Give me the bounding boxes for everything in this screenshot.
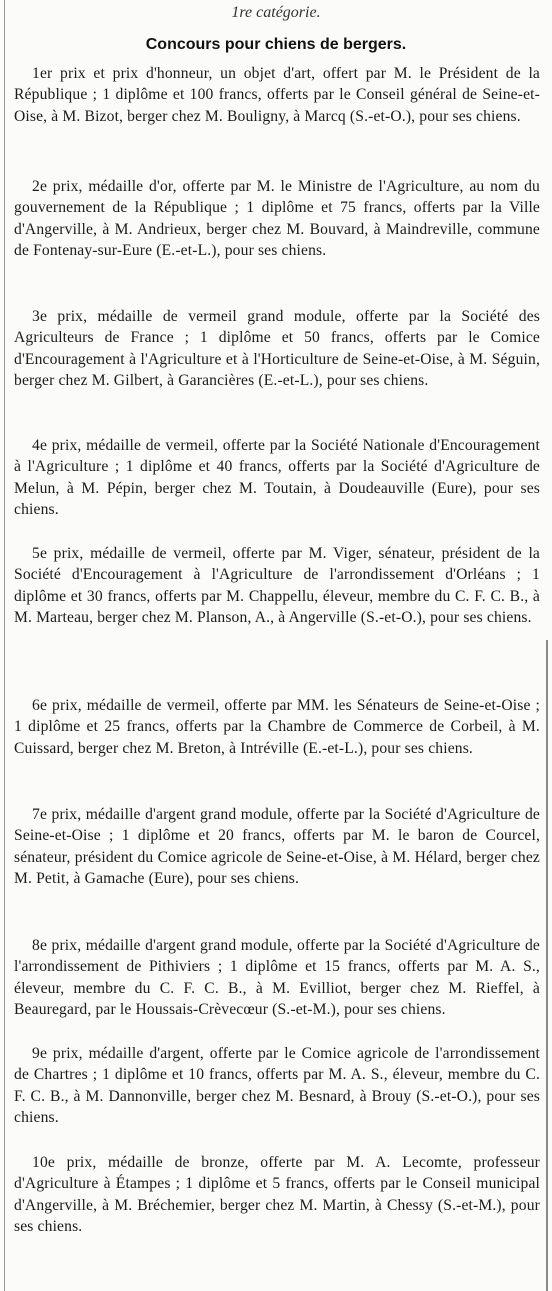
prize-paragraph-9: 9e prix, médaille d'argent, offerte par le Comice agricole de l'arrondissement de Chartres ; 1 diplôme et 10 francs, offerts par M. A. S., éleveur, membre du C. F. C. B., à M. Dannonville, berger chez M. Besnard, à Brouy (S.-et-O.), pour ses chiens. [14, 1045, 540, 1127]
prize-paragraph-7: 7e prix, médaille d'argent grand module, offerte par la Société d'Agriculture de Seine-et-Oise ; 1 diplôme et 20 francs, offerts par M. le baron de Courcel, sénateur, président du Comice agricole de Seine-et-Oise, à M. Hélard, berger chez M. Petit, à Gamache (Eure), pour ses chiens. [14, 806, 540, 888]
prize-paragraph-6: 6e prix, médaille de vermeil, offerte par MM. les Sénateurs de Seine-et-Oise ; 1 diplôme et 25 francs, offerts par la Chambre de Commerce de Corbeil, à M. Cuissard, berger chez M. Breton, à Intréville (E.-et-L.), pour ses chiens. [14, 697, 540, 757]
prize-paragraph-5: 5e prix, médaille de vermeil, offerte par M. Viger, sénateur, président de la Société d'Encouragement à l'Agriculture de l'arrondissement d'Orléans ; 1 diplôme et 30 francs, offerts par M. Chappellu, éleveur, membre du C. F. C. B., à M. Marteau, berger chez M. Planson, A., à Angerville (S.-et-O.), pour ses chiens. [14, 545, 540, 627]
right-column-rule [546, 640, 548, 1291]
prize-paragraph-10: 10e prix, médaille de bronze, offerte par M. A. Lecomte, professeur d'Agriculture à Étampes ; 1 diplôme et 5 francs, offerts par le Conseil municipal d'Angerville, à M. Bréchemier, berger chez M. Martin, à Chessy (S.-et-M.), pour ses chiens. [14, 1154, 540, 1236]
prize-paragraph-2: 2e prix, médaille d'or, offerte par M. le Ministre de l'Agriculture, au nom du gouvernement de la République ; 1 diplôme et 75 francs, offerts par la Ville d'Angerville, à M. Andrieux, berger chez M. Bouvard, à Maindreville, commune de Fontenay-sur-Eure (E.-et-L.), pour ses chiens. [14, 178, 540, 260]
left-column-rule [4, 0, 5, 1291]
prize-paragraph-3: 3e prix, médaille de vermeil grand module, offerte par la Société des Agriculteurs de France ; 1 diplôme et 50 francs, offerts par le Comice d'Encouragement à l'Agriculture et à l'Horticulture de Seine-et-Oise, à M. Séguin, berger chez M. Gilbert, à Garancières (E.-et-L.), pour ses chiens. [14, 308, 540, 390]
prize-paragraph-1: 1er prix et prix d'honneur, un objet d'art, offert par M. le Président de la République ; 1 diplôme et 100 francs, offerts par le Conseil général de Seine-et-Oise, à M. Bizot, berger chez M. Bouligny, à Marcq (S.-et-O.), pour ses chiens. [14, 65, 540, 125]
prize-paragraph-8: 8e prix, médaille d'argent grand module, offerte par la Société d'Agriculture de l'arrondissement de Pithiviers ; 1 diplôme et 15 francs, offerts par M. A. S., éleveur, membre du C. F. C. B., à M. Evilliot, berger chez M. Rieffel, à Beauregard, par le Houssais-Crèvecœur (S.-et-M.), pour ses chiens. [14, 937, 540, 1019]
category-heading: 1re catégorie. [231, 4, 321, 21]
prize-paragraph-4: 4e prix, médaille de vermeil, offerte par la Société Nationale d'Encouragement à l'Agriculture ; 1 diplôme et 40 francs, offerts par la Société d'Agriculture de Melun, à M. Pépin, berger chez M. Toutain, à Doudeauville (Eure), pour ses chiens. [14, 437, 540, 519]
section-title: Concours pour chiens de bergers. [145, 36, 407, 53]
